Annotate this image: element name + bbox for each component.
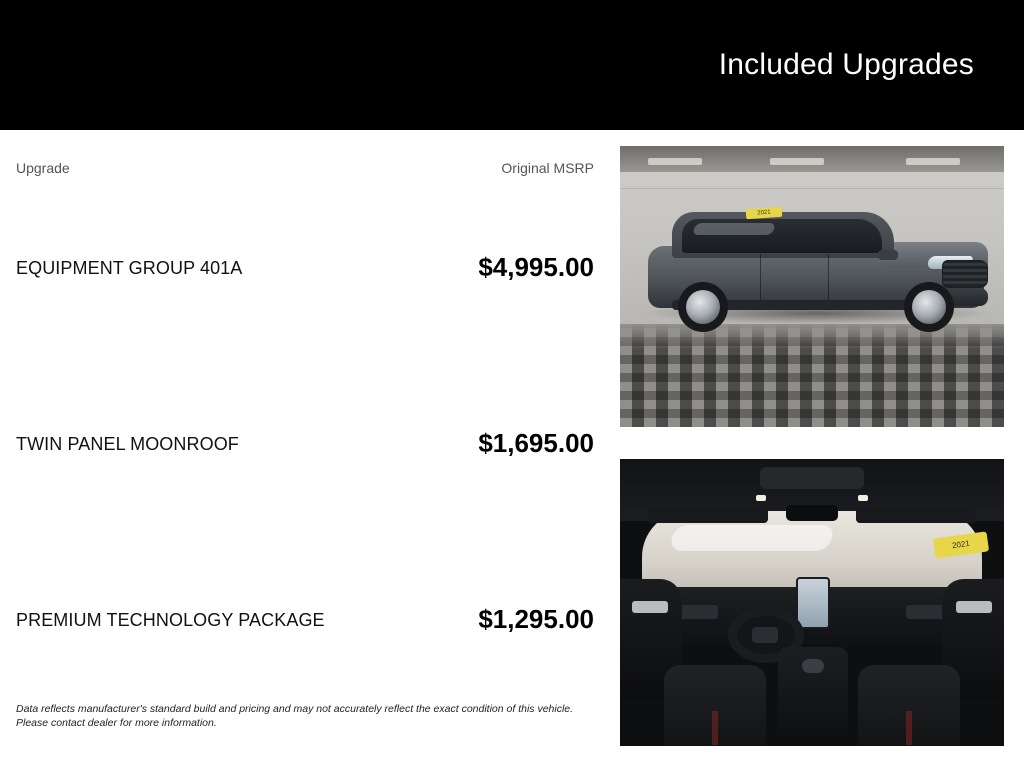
seatbelt-right	[906, 711, 912, 745]
door-handle-left	[632, 601, 668, 613]
side-mirror	[878, 250, 898, 260]
table-column-headers	[0, 160, 620, 180]
upgrades-table	[0, 130, 620, 768]
upgrade-name: TWIN PANEL MOONROOF	[16, 434, 239, 454]
center-touchscreen	[796, 577, 830, 629]
windshield-sticker: 2021	[746, 207, 783, 219]
front-wheel	[904, 282, 954, 332]
moonroof-panel	[760, 467, 864, 489]
disclaimer-line-1: Data reflects manufacturer's standard build and pricing and may not accurately reflect the exact condition of this vehicle.	[16, 703, 574, 715]
column-header-upgrade: Upgrade	[16, 160, 70, 176]
window-tag: 2021	[933, 531, 989, 558]
sun-visor-left	[648, 507, 768, 523]
vehicle-exterior-photo	[620, 146, 1004, 427]
table-row	[0, 604, 620, 636]
suv-illustration	[642, 202, 992, 350]
dome-light-icon	[756, 495, 766, 501]
dome-light-icon	[858, 495, 868, 501]
upgrade-name: PREMIUM TECHNOLOGY PACKAGE	[16, 610, 325, 630]
door-seam	[760, 254, 761, 300]
disclaimer	[16, 702, 606, 730]
page-header	[0, 0, 1024, 130]
table-row	[0, 252, 620, 284]
wall-seam	[620, 188, 1004, 189]
rearview-mirror	[786, 505, 838, 521]
disclaimer-line-2: Please contact dealer for more information.	[16, 717, 217, 730]
front-grille	[942, 260, 988, 288]
vehicle-interior-photo	[620, 459, 1004, 746]
ceiling-light-icon	[648, 158, 702, 165]
vehicle-photos	[620, 146, 1024, 746]
ceiling-light-icon	[770, 158, 824, 165]
rear-wheel	[678, 282, 728, 332]
sun-visor-right	[856, 507, 976, 523]
page-title: Included Upgrades	[718, 48, 974, 81]
column-header-msrp: Original MSRP	[501, 160, 594, 176]
glass-reflection	[692, 223, 776, 235]
steering-wheel-hub	[752, 627, 778, 643]
door-handle-right	[956, 601, 992, 613]
upgrade-name: EQUIPMENT GROUP 401A	[16, 258, 243, 278]
upgrade-price: $1,295.00	[478, 604, 594, 634]
ceiling-light-icon	[906, 158, 960, 165]
table-row	[0, 428, 620, 460]
upgrade-price: $4,995.00	[478, 252, 594, 282]
seatbelt-left	[712, 711, 718, 745]
door-seam	[828, 254, 829, 300]
windshield-glare	[669, 525, 835, 551]
upgrade-price: $1,695.00	[478, 428, 594, 458]
gear-shifter	[802, 659, 824, 673]
